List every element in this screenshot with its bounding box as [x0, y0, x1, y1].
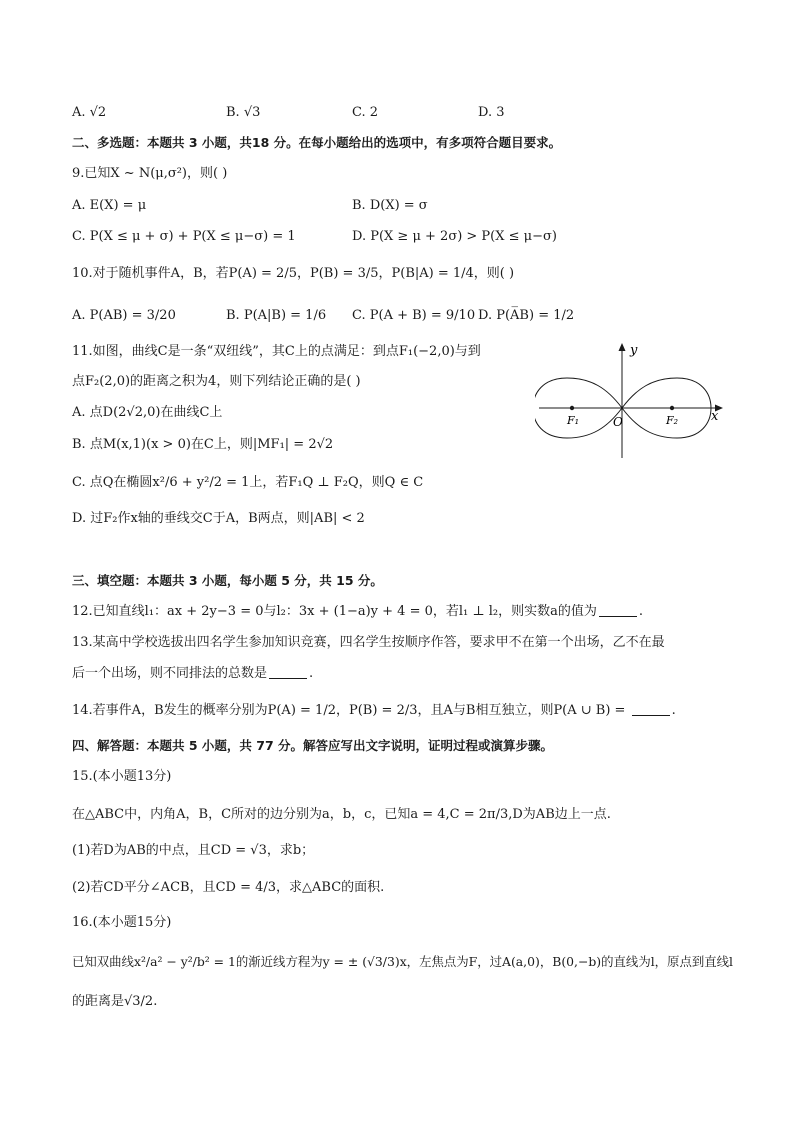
- section-3-header: 三、填空题：本题共 3 小题，每小题 5 分，共 15 分。: [72, 573, 383, 588]
- q9-option-b: B. D(X) = σ: [352, 198, 428, 213]
- q12-answer-blank[interactable]: [599, 603, 637, 617]
- q8-option-c: C. 2: [352, 105, 379, 120]
- f1-label: F₁: [567, 414, 580, 427]
- y-axis-arrow: [619, 343, 626, 351]
- q15-stem: 在△ABC中，内角A，B，C所对的边分别为a，b，c，已知a = 4,C = 2π/3,D为AB边上一点.: [72, 807, 611, 822]
- q16-title: 16.(本小题15分): [72, 915, 172, 930]
- focus-f1-point: [570, 406, 574, 410]
- q14-stem: 14.若事件A，B发生的概率分别为P(A) = 1/2，P(B) = 2/3，且A与B相互独立，则P(A ∪ B) =: [72, 703, 630, 718]
- section-2-header: 二、多选题：本题共 3 小题，共18 分。在每小题给出的选项中，有多项符合题目要求。: [72, 135, 562, 150]
- q8-option-d: D. 3: [478, 105, 505, 120]
- focus-f2-point: [670, 406, 674, 410]
- origin-label: O: [613, 415, 623, 429]
- q14-text: [72, 702, 676, 720]
- q16-stem-line2: 的距离是√3/2.: [72, 994, 158, 1009]
- q15-part2: (2)若CD平分∠ACB，且CD = 4/3，求△ABC的面积.: [72, 880, 385, 895]
- q11-option-b: B. 点M(x,1)(x > 0)在C上，则|MF₁| = 2√2: [72, 437, 334, 452]
- q11-option-d: D. 过F₂作x轴的垂线交C于A，B两点，则|AB| < 2: [72, 511, 365, 526]
- q15-title: 15.(本小题13分): [72, 769, 172, 784]
- q12-end: .: [638, 604, 643, 619]
- q10-option-c: C. P(A + B) = 9/10: [352, 308, 476, 323]
- q9-option-a: A. E(X) = μ: [72, 198, 147, 213]
- q9-stem: 9.已知X ~ N(μ,σ²)，则( ): [72, 166, 228, 181]
- lemniscate-figure: [535, 338, 725, 463]
- q14-end: .: [671, 703, 676, 718]
- section-4-header: 四、解答题：本题共 5 小题，共 77 分。解答应写出文字说明，证明过程或演算步骤。: [72, 738, 554, 753]
- q13-stem-line2: 后一个出场，则不同排法的总数是: [72, 666, 268, 681]
- q11-option-c: C. 点Q在椭圆x²/6 + y²/2 = 1上，若F₁Q ⊥ F₂Q，则Q ∈ C: [72, 475, 424, 490]
- q10-option-d: D. P(A̅B) = 1/2: [478, 308, 575, 323]
- q13-end: .: [309, 666, 314, 681]
- q8-option-b: B. √3: [226, 105, 261, 120]
- q11-stem-line2: 点F₂(2,0)的距离之积为4，则下列结论正确的是( ): [72, 374, 361, 389]
- f2-label: F₂: [666, 414, 679, 427]
- q10-stem: 10.对于随机事件A，B，若P(A) = 2/5，P(B) = 3/5，P(B|A) = 1/4，则( ): [72, 266, 515, 281]
- q15-part1: (1)若D为AB的中点，且CD = √3，求b；: [72, 843, 315, 858]
- q12-stem: 12.已知直线l₁：ax + 2y−3 = 0与l₂：3x + (1−a)y + 4 = 0，若l₁ ⊥ l₂，则实数a的值为: [72, 604, 597, 619]
- q13-answer-blank[interactable]: [269, 665, 307, 679]
- q12-text: [72, 603, 643, 621]
- q9-option-d: D. P(X ≥ μ + 2σ) > P(X ≤ μ−σ): [352, 229, 557, 244]
- q16-stem-line1: 已知双曲线x²/a² − y²/b² = 1的渐近线方程为y = ± (√3/3)x，左焦点为F，过A(a,0)，B(0,−b)的直线为l，原点到直线l: [72, 954, 733, 969]
- q11-option-a: A. 点D(2√2,0)在曲线C上: [72, 405, 223, 420]
- y-axis-label: y: [630, 343, 638, 358]
- q9-option-c: C. P(X ≤ μ + σ) + P(X ≤ μ−σ) = 1: [72, 229, 296, 244]
- q10-option-a: A. P(AB) = 3/20: [72, 308, 176, 323]
- q8-option-a: A. √2: [72, 105, 107, 120]
- x-axis-label: x: [711, 409, 719, 424]
- q11-stem-line1: 11.如图，曲线C是一条“双纽线”，其C上的点满足：到点F₁(−2,0)与到: [72, 344, 481, 359]
- q13-stem-line1: 13.某高中学校选拔出四名学生参加知识竞赛，四名学生按顺序作答，要求甲不在第一个出场，乙不在最: [72, 635, 665, 650]
- q13-text-line2: [72, 665, 313, 683]
- q10-option-b: B. P(A|B) = 1/6: [226, 308, 327, 323]
- q14-answer-blank[interactable]: [632, 702, 670, 716]
